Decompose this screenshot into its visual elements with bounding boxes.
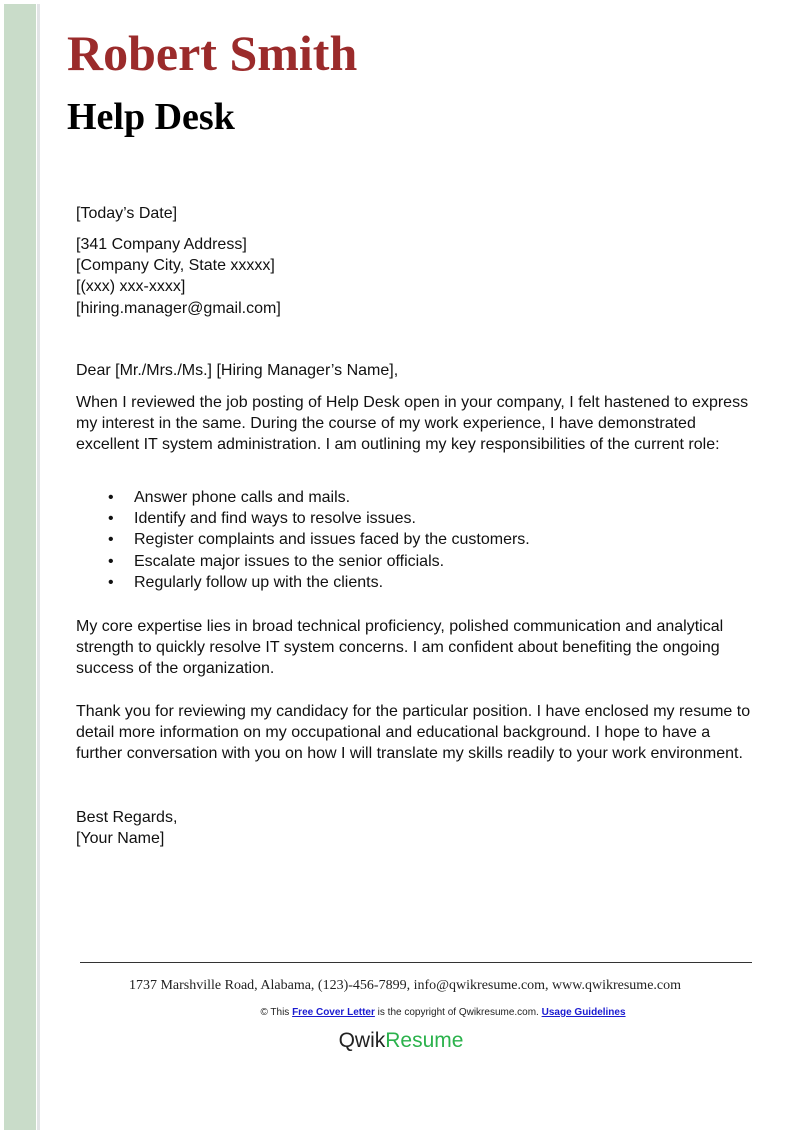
date: [Today’s Date] [76, 205, 178, 222]
list-item: • Regularly follow up with the clients. [76, 572, 756, 593]
logo-part-qwik: Qwik [338, 1029, 386, 1052]
job-title: Help Desk [67, 96, 235, 138]
recipient-address: [341 Company Address] [76, 236, 247, 253]
recipient-phone: [(xxx) xxx-xxxx] [76, 278, 186, 296]
side-band-edge [37, 4, 40, 1130]
recipient-block [76, 234, 756, 319]
paragraph-intro: When I reviewed the job posting of Help Desk open in your company, I felt hastened to express my interest in the same. During the course of my work experience, I have demonstrated excellent IT system administration. I am outlining my key responsibilities of the current role: [76, 394, 749, 454]
copyright-line [0, 1007, 800, 1018]
usage-guidelines-link[interactable]: Usage Guidelines [541, 1007, 626, 1018]
qwikresume-logo[interactable] [0, 1029, 800, 1053]
signoff [76, 807, 756, 849]
list-item: • Escalate major issues to the senior officials. [76, 551, 756, 572]
logo-part-resume: Resume [385, 1029, 464, 1052]
copyright-text: is the copyright of Qwikresume.com. [377, 1007, 539, 1018]
list-item: • Answer phone calls and mails. [76, 487, 756, 508]
applicant-name: Robert Smith [67, 25, 358, 81]
list-item: • Identify and find ways to resolve issues. [76, 508, 756, 529]
footer-divider [80, 962, 752, 963]
paragraph-closing: Thank you for reviewing my candidacy for the particular position. I have enclosed my resume to detail more information on my occupational and educational background. I hope to have a further conversation with you on how I will translate my skills readily to your work environment. [76, 703, 751, 763]
salutation: Dear [Mr./Mrs./Ms.] [Hiring Manager’s Name], [76, 362, 399, 379]
responsibilities-list [76, 487, 756, 593]
paragraph-expertise: My core expertise lies in broad technical proficiency, polished communication and analytical strength to quickly resolve IT system concerns. I am confident about benefiting the ongoing success of the organization. [76, 618, 724, 678]
recipient-email: [hiring.manager@gmail.com] [76, 299, 281, 317]
signature: [Your Name] [76, 830, 165, 848]
side-band [4, 4, 36, 1130]
recipient-city: [Company City, State xxxxx] [76, 257, 275, 275]
footer-address: 1737 Marshville Road, Alabama, (123)-456-7899, info@qwikresume.com, www.qwikresume.com [128, 978, 682, 993]
free-cover-letter-link[interactable]: Free Cover Letter [292, 1007, 375, 1018]
copyright-prefix: © This [260, 1007, 290, 1018]
closing: Best Regards, [76, 809, 178, 826]
list-item: • Register complaints and issues faced by the customers. [76, 529, 756, 550]
